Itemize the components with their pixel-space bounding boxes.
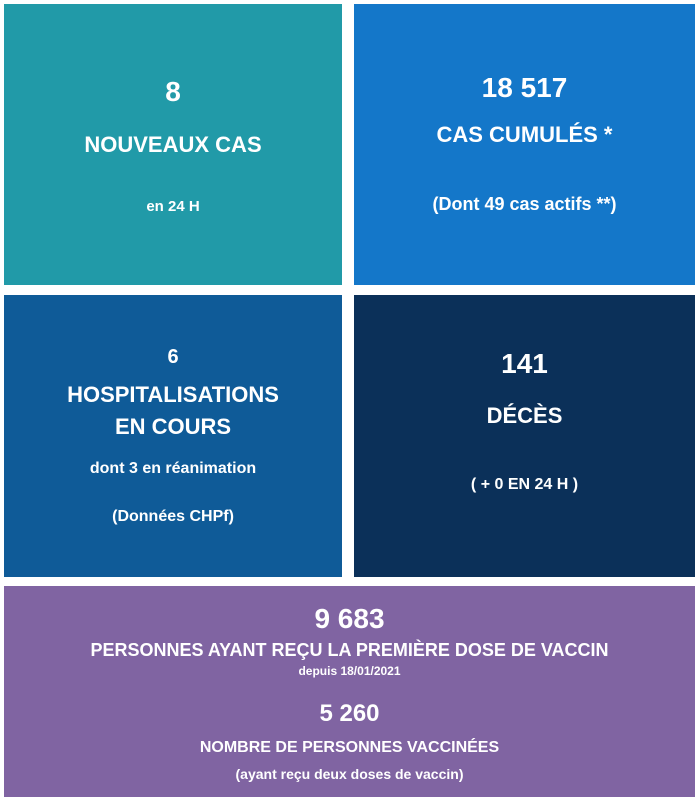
- deaths-label: DÉCÈS: [486, 403, 563, 428]
- first-dose-label: PERSONNES AYANT REÇU LA PREMIÈRE DOSE DE VACCIN: [90, 640, 609, 660]
- deaths-value: 141: [501, 348, 548, 379]
- active-cases-note: (Dont 49 cas actifs **): [432, 194, 617, 214]
- new-cases-period: en 24 H: [146, 198, 200, 215]
- data-source: (Données CHPf): [112, 508, 234, 525]
- deaths-tile: [354, 295, 695, 577]
- fully-vaccinated-value: 5 260: [319, 700, 380, 727]
- vaccination-tile: [4, 586, 695, 797]
- cumulative-cases-tile: [354, 4, 695, 285]
- new-cases-label: NOUVEAUX CAS: [84, 132, 262, 157]
- new-cases-value: 8: [165, 76, 181, 107]
- cumulative-cases-value: 18 517: [481, 72, 568, 103]
- hospitalisations-label-line1: HOSPITALISATIONS: [67, 382, 279, 407]
- fully-vaccinated-label: NOMBRE DE PERSONNES VACCINÉES: [199, 739, 500, 756]
- cumulative-cases-label: CAS CUMULÉS *: [436, 122, 613, 147]
- fully-vaccinated-note: (ayant reçu deux doses de vaccin): [235, 766, 464, 782]
- new-cases-tile: [4, 4, 342, 285]
- hospitalisations-label-line2: EN COURS: [114, 414, 232, 439]
- hospitalisations-value: 6: [167, 346, 179, 368]
- first-dose-since: depuis 18/01/2021: [298, 664, 401, 678]
- icu-count: dont 3 en réanimation: [89, 460, 257, 477]
- first-dose-value: 9 683: [314, 603, 385, 634]
- deaths-24h: ( + 0 EN 24 H ): [470, 476, 579, 493]
- hospitalisations-tile: [4, 295, 342, 577]
